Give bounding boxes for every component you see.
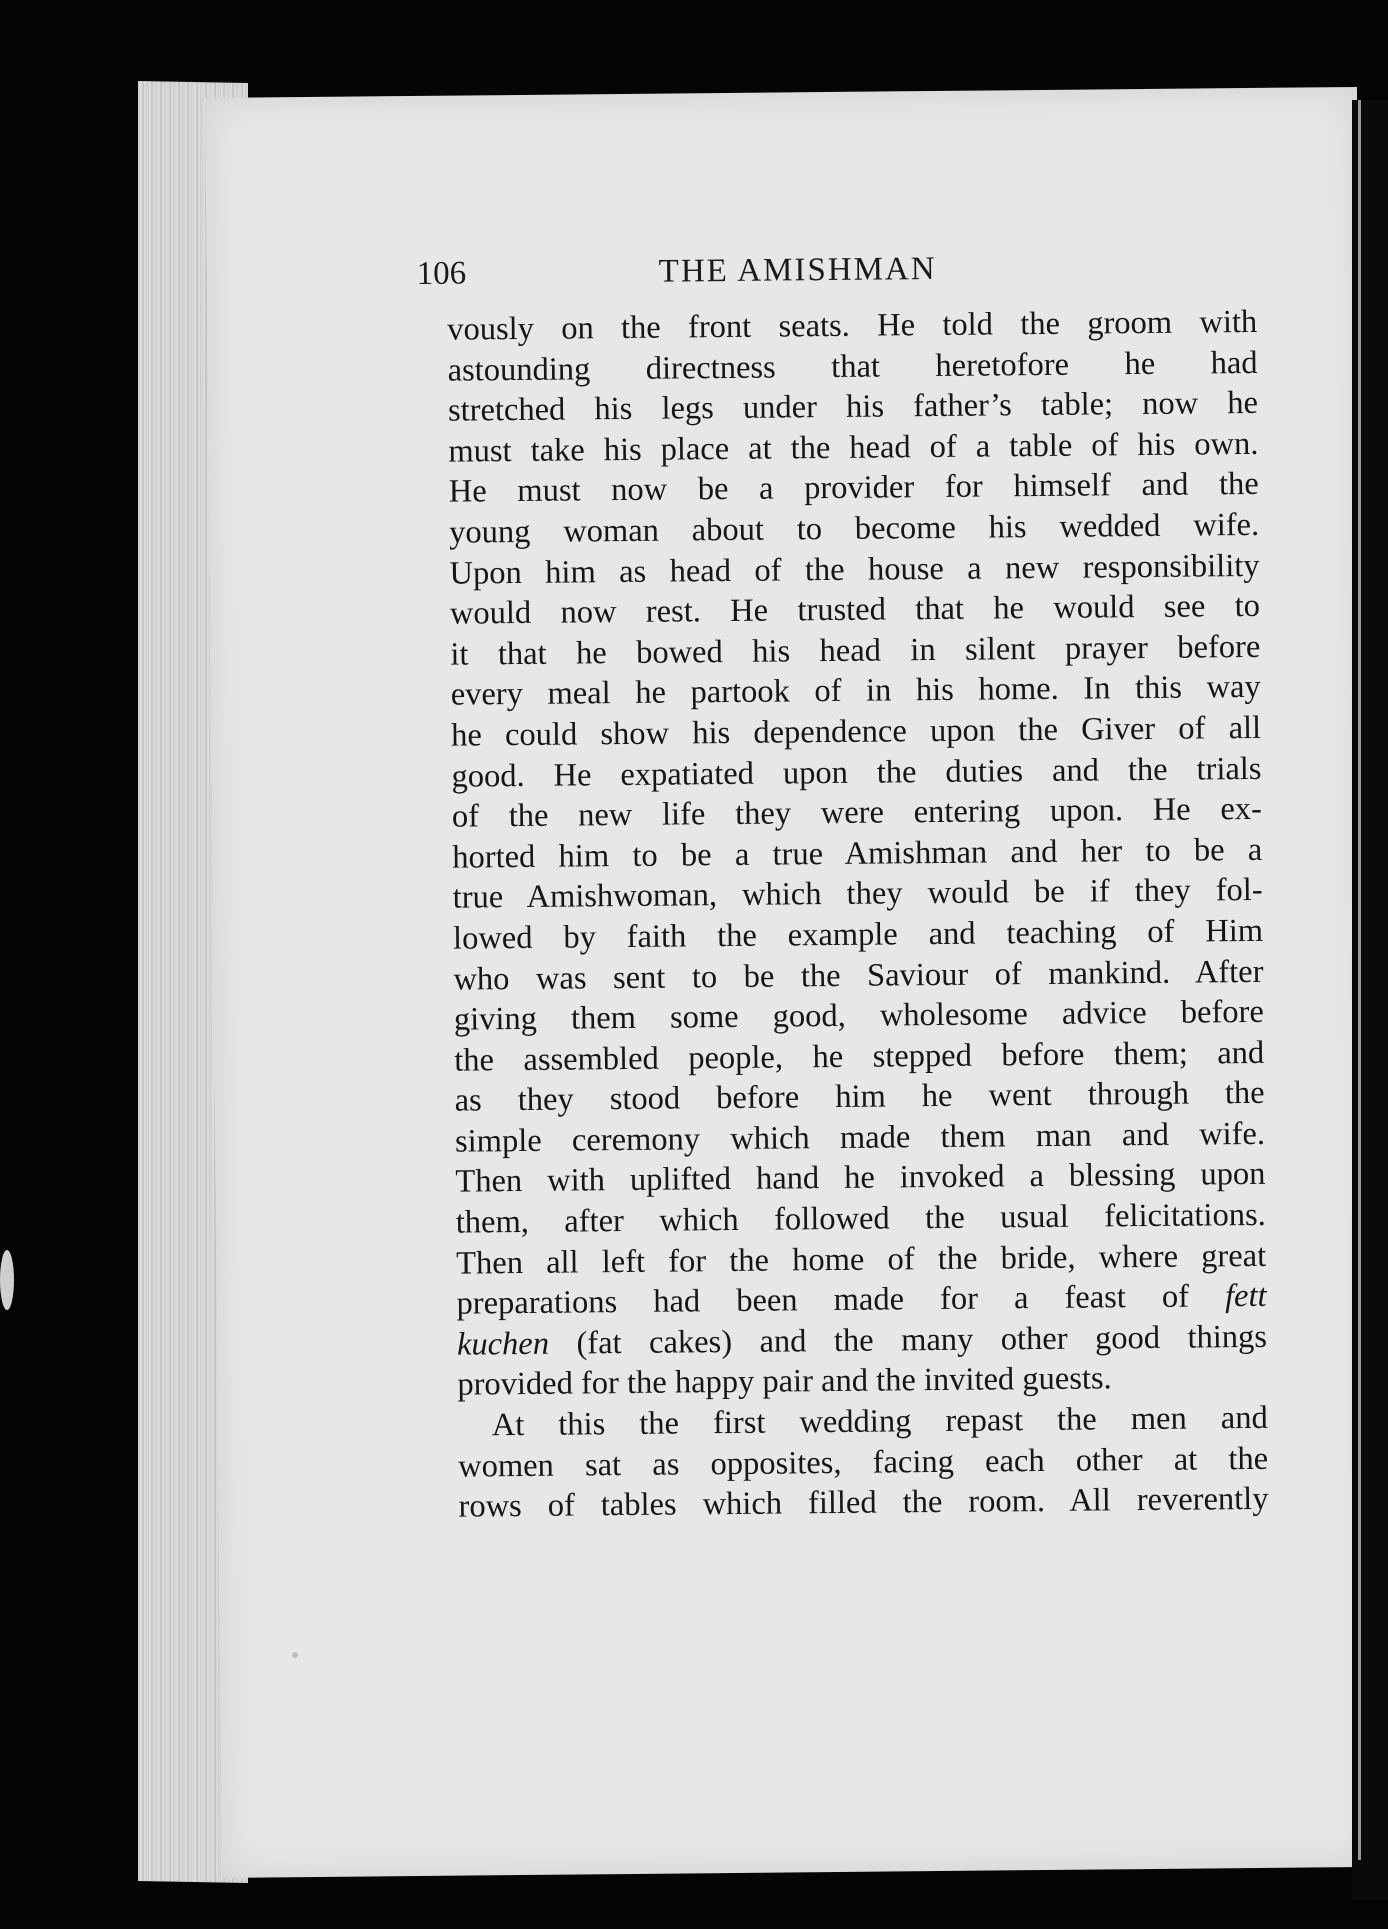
text-fragment: preparations had been made for a feast of bbox=[456, 1278, 1190, 1322]
book-page bbox=[205, 87, 1374, 1878]
text-line: he could show his dependence upon the Giver of all bbox=[450, 709, 1262, 754]
text-line: stretched his legs under his father’s table; now he bbox=[447, 385, 1259, 429]
scan-speck bbox=[292, 1652, 298, 1658]
text-line: rows of tables which filled the room. All reverently bbox=[458, 1481, 1269, 1525]
scan-speck bbox=[0, 1250, 14, 1310]
paragraph-start-line: At this the first wedding repast the men and bbox=[491, 1399, 1268, 1444]
text-line: of the new life they were entering upon. He ex- bbox=[451, 791, 1263, 835]
text-line: every meal he partook of in his home. In this way bbox=[450, 669, 1261, 714]
text-line: would now rest. He trusted that he would see to bbox=[449, 588, 1261, 632]
text-line: giving them some good, wholesome advice before bbox=[453, 993, 1264, 1038]
text-line: vously on the front seats. He told the groom with bbox=[447, 303, 1258, 348]
text-line: good. He expatiated upon the duties and the trials bbox=[451, 750, 1262, 795]
italic-term: fett bbox=[1224, 1278, 1267, 1315]
text-line: young woman about to become his wedded wife. bbox=[449, 506, 1260, 551]
page-gutter-line bbox=[1358, 100, 1361, 1860]
text-fragment: (fat cakes) and the many other good things bbox=[576, 1318, 1268, 1362]
text-line: it that he bowed his head in silent prayer before bbox=[450, 628, 1261, 673]
page-number: 106 bbox=[416, 255, 467, 292]
body-text bbox=[447, 302, 1269, 1528]
text-line: lowed by faith the example and teaching of Him bbox=[452, 912, 1264, 957]
text-line: Then all left for the home of the bride, where great bbox=[456, 1237, 1267, 1282]
text-line: astounding directness that heretofore he had bbox=[447, 344, 1258, 389]
running-title: THE AMISHMAN bbox=[658, 250, 937, 290]
text-line: women sat as opposites, facing each other at the bbox=[457, 1440, 1269, 1485]
text-line: must take his place at the head of a table of his own. bbox=[448, 425, 1259, 470]
text-line: Upon him as head of the house a new responsibility bbox=[449, 547, 1260, 592]
text-line: horted him to be a true Amishman and her to be a bbox=[452, 831, 1263, 876]
text-line: Then with uplifted hand he invoked a blessing upon bbox=[455, 1156, 1266, 1201]
text-line: them, after which followed the usual felicitations. bbox=[455, 1196, 1266, 1241]
text-line: provided for the happy pair and the invited guests. bbox=[457, 1360, 1112, 1404]
text-line: who was sent to be the Saviour of mankind. After bbox=[453, 953, 1264, 998]
italic-term: kuchen bbox=[456, 1325, 550, 1363]
text-line-with-italic bbox=[457, 1317, 1267, 1365]
text-line: the assembled people, he stepped before them; and bbox=[454, 1034, 1265, 1079]
text-line: He must now be a provider for himself and the bbox=[448, 466, 1259, 511]
text-line: as they stood before him he went through the bbox=[454, 1075, 1265, 1119]
text-line: simple ceremony which made them man and wife. bbox=[454, 1115, 1266, 1160]
text-line: true Amishwoman, which they would be if they fol- bbox=[452, 872, 1263, 916]
running-head bbox=[417, 248, 1247, 306]
